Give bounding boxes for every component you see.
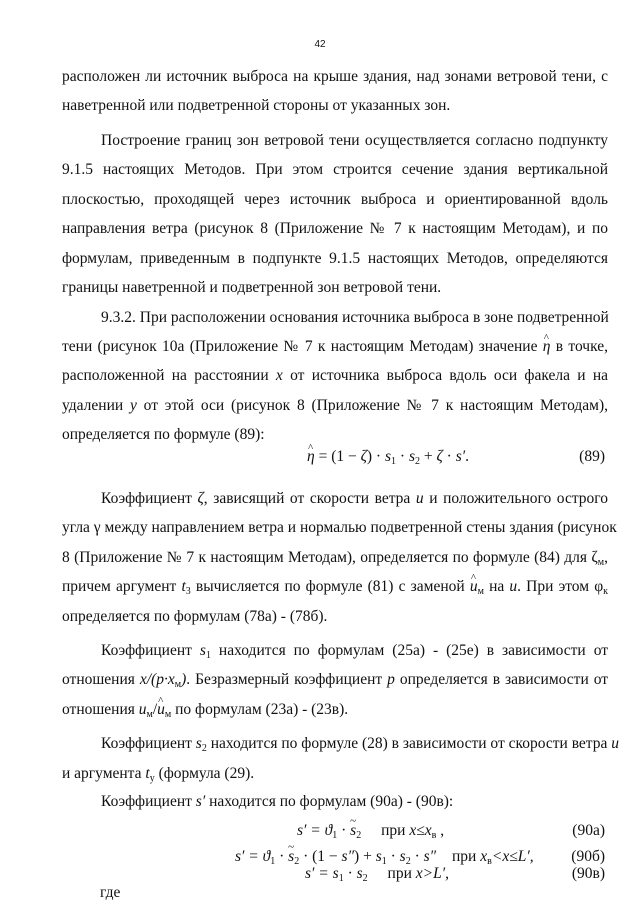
- condition-expr: x≤x: [409, 822, 432, 839]
- s-tilde-symbol: ~ s: [288, 846, 294, 868]
- equation-90a: [297, 820, 444, 842]
- subscript: 2: [356, 830, 362, 841]
- condition-text: при: [381, 822, 410, 839]
- text: расположенной на расстоянии: [62, 367, 269, 384]
- subscript: 1: [332, 830, 338, 841]
- u-hat-symbol: ^ u: [157, 696, 165, 725]
- subscript: 1: [381, 856, 387, 867]
- subscript: 2: [201, 743, 207, 754]
- zeta-symbol: ζ: [197, 490, 204, 507]
- paragraph-3-line-4: [62, 392, 608, 421]
- text: на: [489, 578, 505, 595]
- text: тени (рисунок 10а (Приложение № 7 к настоящим Методам) значение: [62, 338, 538, 355]
- where-label: где: [100, 884, 121, 901]
- eq-part: ·: [343, 865, 357, 882]
- eq-part: ·: [386, 848, 400, 865]
- paren: ): [181, 671, 187, 688]
- condition-end: ,: [436, 822, 445, 839]
- text: Коэффициент: [101, 735, 192, 752]
- paragraph-5-line-3: [62, 696, 608, 725]
- paragraph-2-line-5: формулам, приведенным в подпункте 9.1.5 настоящих Методов, определяются: [62, 250, 608, 267]
- subscript: к: [603, 586, 609, 597]
- page-number: 42: [314, 39, 326, 50]
- s-symbol: s: [356, 865, 363, 882]
- condition-expr: x>L′,: [415, 865, 449, 882]
- subscript: 1: [338, 873, 344, 884]
- text: и положительного острого: [429, 490, 609, 507]
- ratio-expression: x/(p·x: [139, 671, 175, 688]
- condition-expr: <x≤L′,: [491, 848, 534, 865]
- condition-expr: x: [480, 848, 488, 865]
- x-symbol: x: [275, 367, 283, 384]
- paragraph-2-line-1: Построение границ зон ветровой тени осуществляется согласно подпункту: [101, 132, 608, 149]
- equation-89-number: (89): [579, 448, 605, 465]
- text: . Безразмерный коэффициент: [186, 671, 383, 688]
- s-prime-symbol: s′: [195, 793, 206, 810]
- subscript: м: [174, 679, 182, 690]
- subscript: м: [597, 557, 605, 568]
- paragraph-2-line-6: границы наветренной и подветренной зон ветровой тени.: [62, 279, 442, 296]
- equation-90a-number: (90а): [572, 822, 605, 839]
- subscript: 1: [270, 856, 276, 867]
- subscript: 2: [362, 873, 368, 884]
- s-symbol: s: [408, 448, 415, 465]
- text: в точке,: [555, 338, 608, 355]
- eq-part: ) +: [354, 848, 376, 865]
- eq-part: .: [465, 448, 469, 465]
- text: от источника выброса вдоль оси факела и на: [290, 367, 608, 384]
- text: определяется в зависимости от: [399, 671, 609, 688]
- slash: /: [152, 701, 158, 718]
- subscript: 2: [294, 856, 300, 867]
- subscript: в: [431, 830, 437, 841]
- paragraph-4-line-5: определяется по формулам (78а) - (78б).: [62, 608, 328, 625]
- zeta-symbol: ζ: [360, 448, 367, 465]
- paragraph-3-line-2: [62, 333, 608, 362]
- s-symbol: s: [332, 865, 339, 882]
- u-symbol: u: [611, 735, 620, 752]
- zeta-symbol: ζ: [436, 448, 443, 465]
- text: Коэффициент: [101, 490, 192, 507]
- theta-symbol: ϑ: [262, 848, 271, 865]
- text: находится по формуле (28) в зависимости от скорости ветра: [210, 735, 608, 752]
- u-symbol: u: [415, 490, 424, 507]
- text: находится по формулам (90а) - (90в):: [209, 793, 454, 810]
- text: находится по формулам (25а) - (25е) в зависимости от: [218, 642, 609, 659]
- paragraph-3-line-5: определяется по формуле (89):: [62, 426, 265, 443]
- paragraph-3-line-1: 9.3.2. При расположении основания источника выброса в зоне подветренной: [101, 309, 609, 326]
- paragraph-2-line-4: направления ветра (рисунок 8 (Приложение № 7 к настоящим Методам), и по: [62, 220, 608, 237]
- text: удалении: [62, 397, 124, 414]
- s-symbol: s: [195, 735, 202, 752]
- eq-part: ·: [275, 848, 289, 865]
- equation-90b-number: (90б): [571, 848, 605, 865]
- text: причем аргумент: [62, 578, 177, 595]
- s-double-prime-symbol: s″: [341, 848, 355, 865]
- text: , зависящий от скорости ветра: [203, 490, 411, 507]
- paragraph-3-line-3: [62, 362, 608, 391]
- u-hat-symbol: ^ u: [470, 573, 478, 602]
- text: отношения: [62, 701, 135, 718]
- s-prime-lhs: s′ =: [235, 848, 263, 865]
- subscript: 2: [414, 456, 420, 467]
- text: отношения: [62, 671, 135, 688]
- eq-part: ·: [410, 848, 424, 865]
- text: (формула (29).: [158, 765, 255, 782]
- text: Коэффициент: [101, 793, 192, 810]
- paragraph-2-line-3: плоскостью, проходящей через источник выброса и ориентированной вдоль: [62, 191, 608, 208]
- s-prime-lhs: s′ =: [297, 822, 325, 839]
- text: от этой оси (рисунок 8 (Приложение № 7 к настоящим Методам),: [143, 397, 608, 414]
- t-symbol: t: [145, 765, 150, 782]
- eq-part: +: [419, 448, 437, 465]
- subscript: м: [477, 586, 484, 597]
- subscript: м: [146, 709, 153, 720]
- text: вычисляется по формуле (81) с заменой: [195, 578, 465, 595]
- eq-part: ·: [442, 448, 456, 465]
- paragraph-4-line-2: угла γ между направлением ветра и нормалью подветренной стены здания (рисунок: [62, 519, 617, 536]
- eq-part: ·: [337, 822, 351, 839]
- s-prime-lhs: s′ =: [305, 865, 333, 882]
- text: по формулам (23а) - (23в).: [175, 701, 349, 718]
- y-symbol: y: [129, 397, 137, 414]
- condition-text: при: [387, 865, 416, 882]
- theta-symbol: ϑ: [324, 822, 333, 839]
- s-symbol: s: [199, 642, 206, 659]
- subscript: м: [164, 709, 172, 720]
- text: 8 (Приложение № 7 к настоящим Методам), определяется по формуле (84) для ζ: [62, 549, 598, 566]
- text: и аргумента: [62, 765, 142, 782]
- text: . При этом φ: [517, 578, 604, 595]
- subscript: y: [149, 773, 155, 784]
- eta-hat-symbol: ^ η: [307, 446, 315, 468]
- equation-90c-number: (90в): [571, 865, 605, 882]
- u-symbol: u: [138, 701, 147, 718]
- p-symbol: p: [387, 671, 395, 688]
- s-symbol: s: [375, 848, 382, 865]
- paragraph-1-line-1: расположен ли источник выброса на крыше здания, над зонами ветровой тени, с: [62, 68, 608, 85]
- subscript: 1: [391, 456, 397, 467]
- equation-90b: [235, 846, 534, 868]
- eq-part: ·: [396, 448, 409, 465]
- eq-part: · (1 −: [299, 848, 342, 865]
- equation-89: [307, 446, 469, 468]
- subscript: в: [487, 856, 492, 867]
- condition-text: при: [452, 848, 481, 865]
- s-double-prime-symbol: s″: [423, 848, 437, 865]
- paragraph-4-line-4: [62, 573, 608, 602]
- s-symbol: s: [384, 448, 392, 465]
- eta-hat-symbol: ^ η: [543, 333, 551, 362]
- subscript: 3: [185, 586, 191, 597]
- paragraph-1-line-2: наветренной или подветренной стороны от указанных зон.: [62, 97, 451, 114]
- equation-90c: [305, 866, 449, 882]
- eq-part: = (1 −: [314, 448, 361, 465]
- s-tilde-symbol: ~ s: [350, 820, 356, 842]
- subscript: 1: [205, 650, 211, 661]
- s-prime-symbol: s′: [455, 448, 466, 465]
- subscript: 2: [405, 856, 411, 867]
- text: ,: [604, 549, 608, 566]
- u-symbol: u: [509, 578, 518, 595]
- paragraph-5-line-1: [101, 637, 608, 666]
- eq-part: ) ·: [366, 448, 385, 465]
- paragraph-5-line-2: [62, 666, 608, 695]
- paragraph-6-line-1: [101, 730, 620, 759]
- s-symbol: s: [399, 848, 406, 865]
- paragraph-6-line-2: [62, 760, 608, 789]
- paragraph-4-line-1: [101, 485, 608, 514]
- text: Коэффициент: [101, 642, 192, 659]
- t-symbol: t: [181, 578, 186, 595]
- paragraph-2-line-2: 9.1.5 настоящих Методов. При этом строится сечение здания вертикальной: [62, 161, 608, 178]
- paragraph-4-line-3: [62, 544, 608, 573]
